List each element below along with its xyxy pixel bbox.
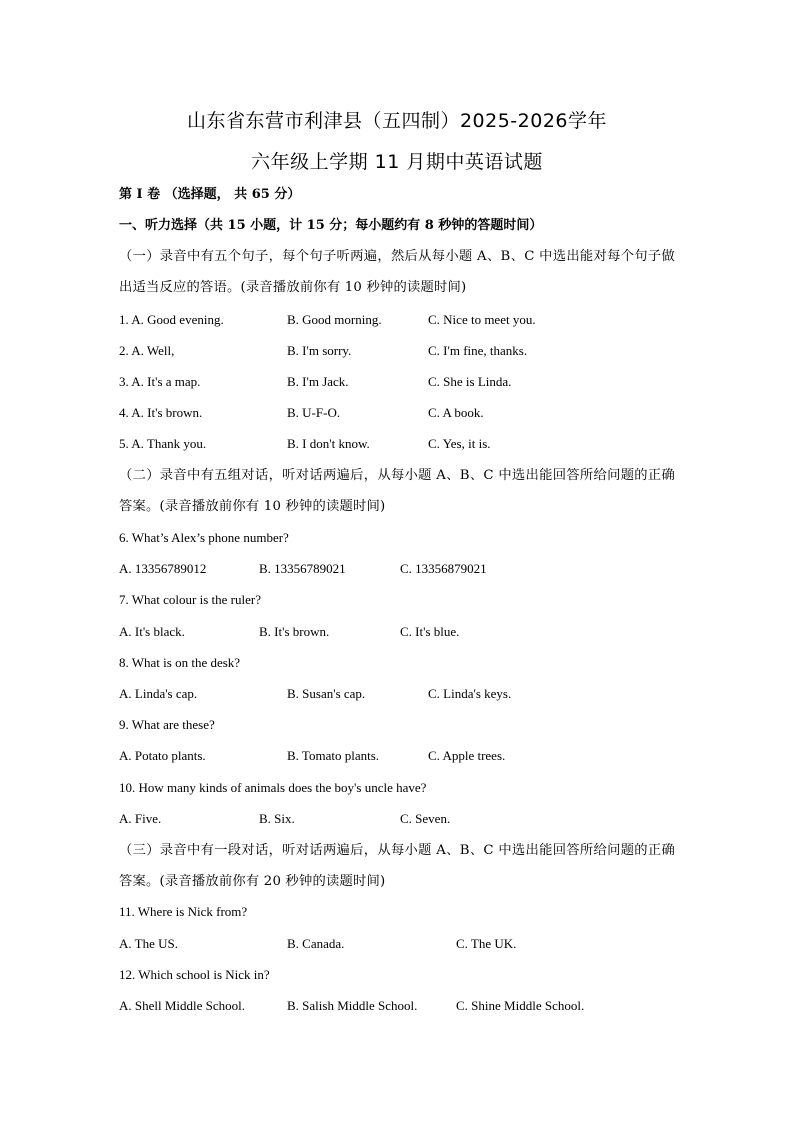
part3-instructions: （三）录音中有一段对话，听对话两遍后，从每小题 A、B、C 中选出能回答所给问题的正确答案。(录音播放前你有 20 秒钟的读题时间) [119, 843, 675, 889]
q3-option-a: 3. A. It's a map. [119, 374, 201, 389]
q10-option-b: B. Six. [259, 811, 295, 826]
q6-option-c: C. 13356879021 [400, 561, 487, 576]
q1-option-b: B. Good morning. [287, 312, 382, 327]
q9-option-a: A. Potato plants. [119, 748, 206, 763]
q11-option-b: B. Canada. [287, 936, 345, 951]
q12-option-a: A. Shell Middle School. [119, 998, 246, 1013]
q7-option-b: B. It's brown. [259, 624, 330, 639]
q9-question: 9. What are these? [119, 717, 215, 732]
q10-question: 10. How many kinds of animals does the boy's uncle have? [119, 780, 427, 795]
q2-option-a: 2. A. Well, [119, 343, 175, 358]
q6-option-a: A. 13356789012 [119, 561, 207, 576]
part1-instructions: （一）录音中有五个句子，每个句子听两遍，然后从每小题 A、B、C 中选出能对每个句子做出适当反应的答语。(录音播放前你有 10 秒钟的读题时间) [119, 249, 675, 295]
q1-option-a: 1. A. Good evening. [119, 312, 224, 327]
q3-option-b: B. I'm Jack. [287, 374, 349, 389]
q7-option-a: A. It's black. [119, 624, 185, 639]
part2-instructions: （二）录音中有五组对话，听对话两遍后，从每小题 A、B、C 中选出能回答所给问题的正确答案。(录音播放前你有 10 秒钟的读题时间) [119, 468, 675, 514]
q5-option-b: B. I don't know. [287, 436, 370, 451]
q9-option-b: B. Tomato plants. [287, 748, 380, 763]
q4-option-a: 4. A. It's brown. [119, 405, 203, 420]
q5-option-a: 5. A. Thank you. [119, 436, 207, 451]
q12-option-b: B. Salish Middle School. [287, 998, 418, 1013]
exam-title-line1: 山东省东营市利津县（五四制）2025-2026学年 [186, 110, 608, 132]
volume-heading: 第 I 卷 （选择题， 共 65 分） [119, 187, 301, 202]
q4-option-c: C. A book. [428, 405, 484, 420]
q3-option-c: C. She is Linda. [428, 374, 512, 389]
q12-question: 12. Which school is Nick in? [119, 967, 270, 982]
q7-question: 7. What colour is the ruler? [119, 592, 261, 607]
q4-option-b: B. U-F-O. [287, 405, 341, 420]
q8-question: 8. What is on the desk? [119, 655, 241, 670]
q5-option-c: C. Yes, it is. [428, 436, 491, 451]
q1-option-c: C. Nice to meet you. [428, 312, 536, 327]
q9-option-c: C. Apple trees. [428, 748, 506, 763]
section1-heading: 一、听力选择（共 15 小题，计 15 分；每小题约有 8 秒钟的答题时间） [119, 218, 543, 233]
q12-option-c: C. Shine Middle School. [456, 998, 585, 1013]
q11-question: 11. Where is Nick from? [119, 904, 248, 919]
q11-option-a: A. The US. [119, 936, 178, 951]
q6-option-b: B. 13356789021 [259, 561, 346, 576]
q8-option-c: C. Linda's keys. [428, 686, 512, 701]
q6-question: 6. What’s Alex’s phone number? [119, 530, 289, 545]
q8-option-a: A. Linda's cap. [119, 686, 198, 701]
exam-title-line2: 六年级上学期 11 月期中英语试题 [251, 151, 543, 173]
q8-option-b: B. Susan's cap. [287, 686, 366, 701]
q11-option-c: C. The UK. [456, 936, 517, 951]
q10-option-c: C. Seven. [400, 811, 451, 826]
q10-option-a: A. Five. [119, 811, 162, 826]
q2-option-b: B. I'm sorry. [287, 343, 352, 358]
q7-option-c: C. It's blue. [400, 624, 460, 639]
q2-option-c: C. I'm fine, thanks. [428, 343, 528, 358]
